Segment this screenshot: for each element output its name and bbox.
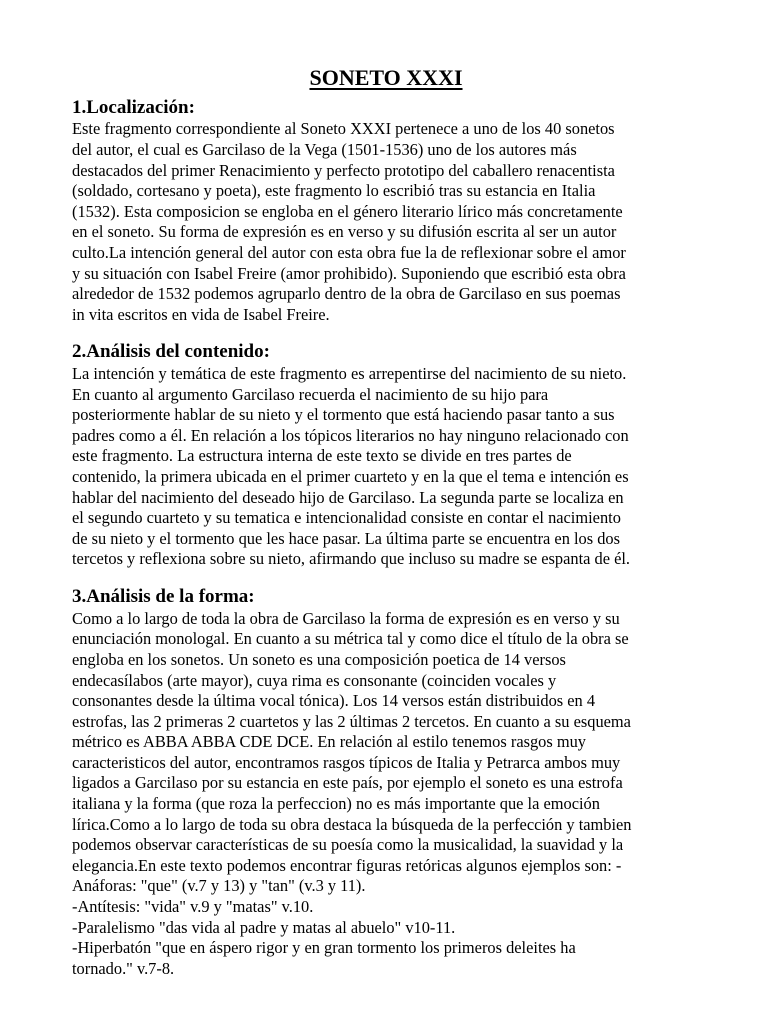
text-line: y su situación con Isabel Freire (amor prohibido). Suponiendo que escribió esta obra bbox=[72, 263, 626, 283]
text-line: posteriormente hablar de su nieto y el tormento que está haciendo pasar tanto a sus bbox=[72, 405, 615, 425]
text-line: lírica.Como a lo largo de toda su obra destaca la búsqueda de la perfección y tambien bbox=[72, 814, 632, 834]
section-paragraph bbox=[72, 364, 700, 570]
section-heading: 1.Localización: bbox=[72, 96, 195, 118]
text-line: en el soneto. Su forma de expresión es en verso y su difusión escrita al ser un autor bbox=[72, 222, 617, 242]
text-line: culto.La intención general del autor con esta obra fue la de reflexionar sobre el amor bbox=[72, 242, 626, 262]
text-line: alrededor de 1532 podemos agruparlo dentro de la obra de Garcilaso en sus poemas bbox=[72, 284, 621, 304]
text-line: padres como a él. En relación a los tópicos literarios no hay ninguno relacionado con bbox=[72, 425, 629, 445]
text-line: ligados a Garcilaso por su estancia en este país, por ejemplo el soneto es una estrofa bbox=[72, 773, 623, 793]
section-analisis-forma bbox=[72, 585, 700, 979]
text-line: contenido, la primera ubicada en el primer cuarteto y en la que el tema e intención es bbox=[72, 467, 629, 486]
text-line: italiana y la forma (que roza la perfeccion) no es más importante que la emoción bbox=[72, 794, 600, 814]
section-heading: 3.Análisis de la forma: bbox=[72, 585, 255, 607]
text-line: consonantes desde la última vocal tónica). Los 14 versos están distribuidos en 4 bbox=[72, 691, 596, 711]
text-line: elegancia.En este texto podemos encontrar figuras retóricas algunos ejemplos son: - bbox=[72, 855, 622, 875]
text-line: este fragmento. La estructura interna de este texto se divide en tres partes de bbox=[72, 446, 572, 466]
text-line: engloba en los sonetos. Un soneto es una composición poetica de 14 versos bbox=[72, 649, 566, 669]
text-line: métrico es ABBA ABBA CDE DCE. En relación al estilo tenemos rasgos muy bbox=[72, 732, 586, 752]
section-localizacion bbox=[72, 96, 700, 326]
text-line: estrofas, las 2 primeras 2 cuartetos y las 2 últimas 2 tercetos. En cuanto a su esquema bbox=[72, 711, 631, 731]
text-line: hablar del nacimiento del deseado hijo de Garcilaso. La segunda parte se localiza en bbox=[72, 487, 624, 507]
text-line: -Antítesis: "vida" v.9 y "matas" v.10. bbox=[72, 897, 314, 917]
text-line: (1532). Esta composicion se engloba en el género literario lírico más concretamente bbox=[72, 201, 623, 221]
text-line: En cuanto al argumento Garcilaso recuerda el nacimiento de su hijo para bbox=[72, 384, 549, 404]
text-line: destacados del primer Renacimiento y perfecto prototipo del caballero renacentista bbox=[72, 160, 615, 180]
text-line: enunciación monologal. En cuanto a su métrica tal y como dice el título de la obra se bbox=[72, 629, 629, 649]
text-line: Como a lo largo de toda la obra de Garcilaso la forma de expresión es en verso y su bbox=[72, 608, 620, 628]
text-line: podemos observar características de su poesía como la musicalidad, la suavidad y la bbox=[72, 835, 624, 855]
text-line: in vita escritos en vida de Isabel Freire. bbox=[72, 304, 330, 324]
text-line: tornado." v.7-8. bbox=[72, 958, 175, 978]
section-paragraph bbox=[72, 119, 700, 325]
text-line: caracteristicos del autor, encontramos rasgos típicos de Italia y Petrarca ambos muy bbox=[72, 752, 621, 772]
text-line: -Paralelismo "das vida al padre y matas al abuelo" v10-11. bbox=[72, 917, 456, 937]
text-line: Anáforas: "que" (v.7 y 13) y "tan" (v.3 y 11). bbox=[72, 876, 366, 896]
text-line: del autor, el cual es Garcilaso de la Vega (1501-1536) uno de los autores más bbox=[72, 139, 577, 159]
section-analisis-contenido bbox=[72, 340, 700, 570]
text-line: La intención y temática de este fragmento es arrepentirse del nacimiento de su nieto. bbox=[72, 364, 627, 384]
text-line: (soldado, cortesano y poeta), este fragmento lo escribió tras su estancia en Italia bbox=[72, 181, 596, 201]
text-line: el segundo cuarteto y su tematica e intencionalidad consiste en contar el nacimiento bbox=[72, 508, 621, 528]
text-line: tercetos y reflexiona sobre su nieto, afirmando que incluso su madre se espanta de él. bbox=[72, 549, 631, 569]
section-paragraph bbox=[72, 609, 700, 980]
text-line: de su nieto y el tormento que les hace pasar. La última parte se encuentra en los dos bbox=[72, 528, 620, 548]
document-title: SONETO XXXI bbox=[309, 65, 463, 90]
text-line: -Hiperbatón "que en áspero rigor y en gran tormento los primeros deleites ha bbox=[72, 938, 576, 958]
text-line: endecasílabos (arte mayor), cuya rima es consonante (coinciden vocales y bbox=[72, 670, 557, 690]
section-heading: 2.Análisis del contenido: bbox=[72, 341, 270, 363]
document-page bbox=[72, 64, 700, 979]
text-line: Este fragmento correspondiente al Soneto XXXI pertenece a uno de los 40 sonetos bbox=[72, 119, 615, 139]
